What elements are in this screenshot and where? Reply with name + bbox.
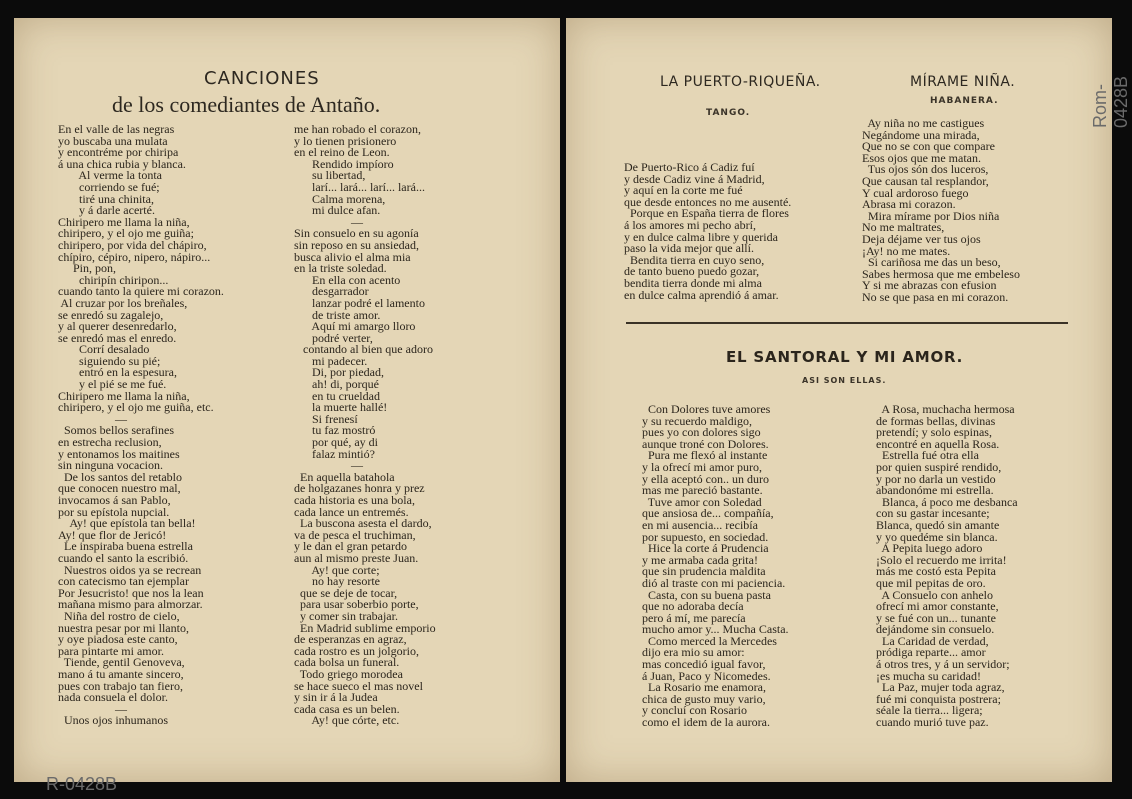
verse-column-left: En el valle de las negras yo buscaba una mulata y encontréme por chiripa á una chica rubia y blanca. Al verme la tonta corriendo se fué; tiré una chinita, y á darle acerté. Chiripero me llama la niña, chiripero, y el ojo me guiña; chiripero, por vida del chápiro, chípiro, cépiro, nipero, nápiro... Pin, pon, chiripín chiripon... cuando tanto la quiere mi corazon. Al cruzar por los breñales, se enredó su zagalejo, y al querer desenredarlo, se enredó mas el enredo. Corrí desalado siguiendo su pié; entró en la espesura, y el pié se me fué. Chiripero me llama la niña, chiripero, y el ojo me guiña, etc. — Somos bellos serafines en estrecha reclusion, y entonamos los maitines sin ninguna vocacion. De los santos del retablo que conocen nuestro mal, invocamos á san Pablo, por su epístola nupcial. Ay! que epístola tan bella! Ay! que flor de Jericó! Le inspiraba buena estrella cuando el santo la escribió. Nuestros oidos ya se recrean con catecismo tan ejemplar Por Jesucristo! que nos la lean mañana mismo para almorzar. Niña del rostro de cielo, nuestra pesar por mi llanto, y oye piadosa este canto, para pintarte mi amor. Tiende, gentil Genoveva, mano á tu amante sincero, pues con trabajo tan fiero, nada consuela el dolor. — Unos ojos inhumanos xyxy=(58,122,224,728)
santoral-column-left: Con Dolores tuve amores y su recuerdo maldigo, pues yo con dolores sigo aunque troné con Dolores. Pura me flexó al instante y la ofrecí mi amor puro, y ella aceptó con.. un duro mas me pareció bastante. Tuve amor con Soledad que ansiosa de... compañía, en mi ausencia... recibía por supuesto, en sociedad. Hice la corte á Prudencia y me armaba cada grita! que sin prudencia maldita dió al traste con mi paciencia. Casta, con su buena pasta que no adoraba decía pero á mí, me parecía mucho amor y... Mucha Casta. Como merced la Mercedes dijo era mio su amor: mas concedió igual favor, á Juan, Paco y Nicomedes. La Rosario me enamora, chica de gusto muy vario, y concluí con Rosario como el idem de la aurora. xyxy=(642,402,789,730)
section-divider xyxy=(626,322,1068,324)
song-title-puerto-riquena: LA PUERTO-RIQUEÑA. xyxy=(660,74,821,90)
song-text-mirame-nina: Ay niña no me castigues Negándome una mirada, Que no se con que compare Esos ojos que me matan. Tus ojos són dos luceros, Que causan tal resplandor, Y cual ardoroso fuego Abrasa mi corazon. Mira mírame por Dios niña No me maltrates, Deja déjame ver tus ojos ¡Ay! no me mates. Si cariñosa me das un beso, Sabes hermosa que me embeleso Y si me abrazas con efusion No se que pasa en mi corazon. xyxy=(862,116,1020,304)
right-page xyxy=(566,18,1112,782)
archive-stamp: R-0428B xyxy=(46,774,118,794)
left-page xyxy=(14,18,560,794)
archive-side-stamp: Rom-0428B xyxy=(1090,75,1131,128)
verse-column-middle: me han robado el corazon, y lo tienen prisionero en el reino de Leon. Rendido impíoro su libertad, larí... lará... larí... lará... Calma morena, mi dulce afan. — Sin consuelo en su agonía sin reposo en su ansiedad, busca alivio el alma mia en la triste soledad. En ella con acento desgarrador lanzar podré el lamento de triste amor. Aquí mi amargo lloro podré verter, contando al bien que adoro mi padecer. Di, por piedad, ah! di, porqué en tu crueldad la muerte hallé! Si frenesí tu faz mostró por qué, ay di falaz mintió? — En aquella batahola de holgazanes honra y prez cada historia es una bola, cada lance un entremés. La buscona asesta el dardo, va de pesca el truchiman, y le dan el gran petardo aun al mismo preste Juan. Ay! que corte; no hay resorte que se deje de tocar, para usar soberbio porte, y comer sin trabajar. En Madrid sublime emporio de esperanzas en agraz, cada rostro es un jolgorio, cada bolsa un funeral. Todo griego morodea se hace sueco el mas novel y sin ir á la Judea cada casa es un belen. Ay! que córte, etc. xyxy=(294,122,436,728)
page-subtitle: de los comediantes de Antaño. xyxy=(112,92,381,117)
song-text-puerto-riquena: De Puerto-Rico á Cadiz fuí y desde Cadiz vine á Madrid, y aquí en la corte me fué que desde entonces no me ausenté. Porque en España tierra de flores á los amores mi pecho abrí, y en dulce calma libre y querida paso la vida mejor que allí. Bendita tierra en cuyo seno, de tanto bueno puedo gozar, bendita tierra donde mi alma en dulce calma aprendió á amar. xyxy=(624,160,792,302)
song-subtitle-tango: TANGO. xyxy=(706,108,751,118)
song-title-mirame-nina: MÍRAME NIÑA. xyxy=(910,74,1016,90)
santoral-column-right: A Rosa, muchacha hermosa de formas bellas, divinas pretendí; y solo espinas, encontré en aquella Rosa. Estrella fué otra ella por quien suspiré rendido, y por no darla un vestido abandonóme mi estrella. Blanca, á poco me desbanca con su gastar incesante; Blanca, quedó sin amante y yo quedéme sin blanca. A Pepita luego adoro ¡Solo el recuerdo me irrita! más me costó esta Pepita que mil pepitas de oro. A Consuelo con anhelo ofrecí mi amor constante, y se fué con un... tunante dejándome sin consuelo. La Caridad de verdad, pródiga reparte... amor á otros tres, y á un servidor; ¡es mucha su caridad! La Paz, mujer toda agraz, fué mi conquista postrera; séale la tierra... ligera; cuando murió tuve paz. xyxy=(876,402,1018,730)
song-subtitle-asi-son-ellas: ASI SON ELLAS. xyxy=(802,376,887,385)
song-title-santoral: EL SANTORAL Y MI AMOR. xyxy=(726,348,964,366)
page-title: CANCIONES xyxy=(204,68,320,89)
song-subtitle-habanera: HABANERA. xyxy=(930,96,999,106)
